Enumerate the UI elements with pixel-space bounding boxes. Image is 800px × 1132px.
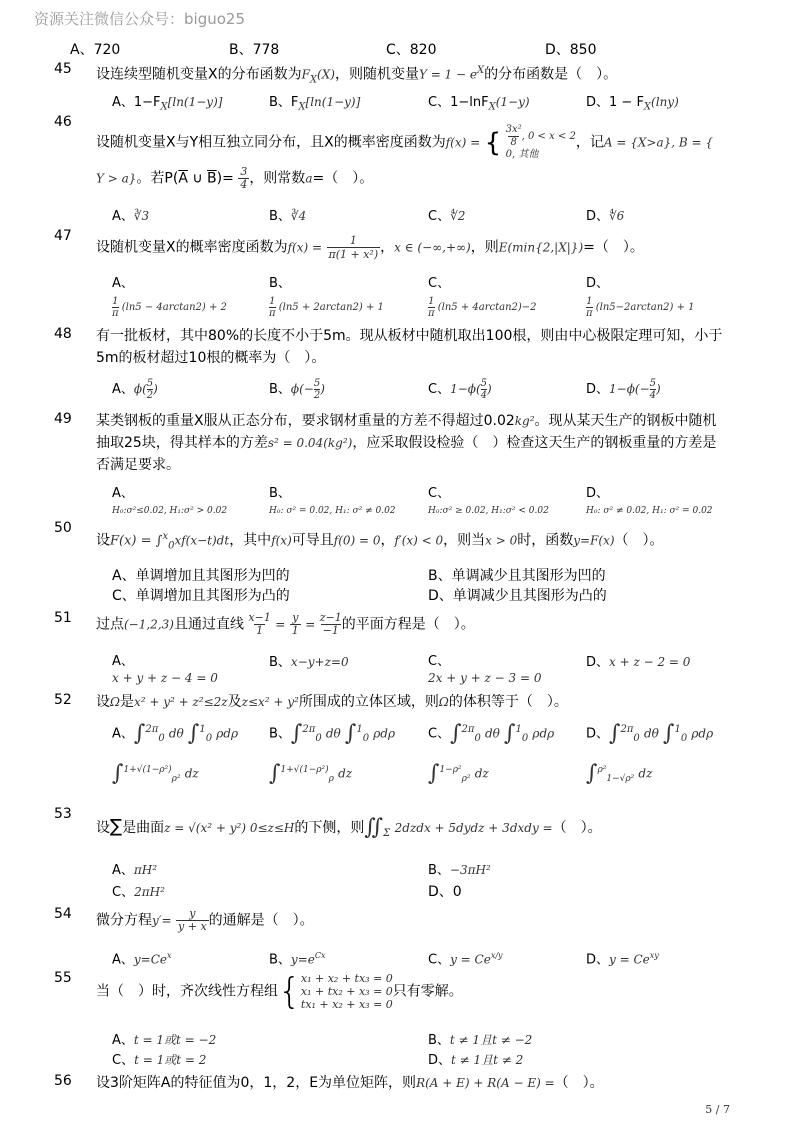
option-c: C、∜2 — [428, 209, 466, 224]
option-c-formula: $\frac{1}{\pi} (\ln 5 + 4\arctan 2)-2$ — [428, 296, 537, 319]
option-a: A、 — [112, 654, 134, 669]
option-b: B、∫$^{2\pi}_0$ dθ ∫$^1_0$ ρdρ — [269, 720, 396, 746]
question-number: 52 — [54, 692, 72, 708]
option-a: A、∛3 — [112, 209, 150, 224]
option-d-formula: $\frac{1}{\pi} (\ln 5-2\arctan 2) + 1$ — [586, 296, 695, 319]
question-text: 设F(x) = ∫$^x_0$xf(x−t)dt，其中f(x)可导且f(0) = 0，f′(x) < 0，则当x > 0时，函数y=F(x)（ ）。 — [96, 531, 664, 552]
option-a: A、 — [112, 486, 134, 501]
option-d-inner: ∫$^{\rho^2}_{1-√\rho^2}$ dz — [586, 760, 653, 786]
option-d: D、$1 - F_X(\ln y)$ — [586, 95, 679, 113]
question-text: 设Ω是x² + y² + z²≤2z及z≤x² + y²所围成的立体区域，则Ω的体积等于（ ）。 — [96, 694, 568, 710]
question-text: 设连续型随机变量X的分布函数为$F_X(X)$，则随机变量$Y = 1 - e^X$的分布函数是（ ）。 — [96, 65, 618, 86]
option-b: B、 — [269, 486, 291, 501]
option-c: C、单调增加且其图形为凸的 — [112, 588, 290, 604]
option-b: B、∛4 — [269, 209, 307, 224]
option-c-inner: ∫$^{1-\rho^2}_{\rho^2}$ dz — [428, 760, 489, 786]
option-a: A、πH² — [112, 863, 158, 878]
question-text: 设随机变量X的概率密度函数为$f(x) = \frac{1}{\text{π(1 + x²)}}$，x ∈ (−∞,+∞)，则E(min{2,|X|})=（ ）。 — [96, 234, 644, 261]
option-c: C、2πH² — [112, 885, 165, 900]
page-number: 5 / 7 — [705, 1103, 730, 1116]
question-number: 53 — [54, 806, 72, 822]
option-c-formula: H₀:σ² ≥ 0.02, H₁:σ² < 0.02 — [428, 506, 549, 516]
option-d: D、t ≠ 1且t ≠ 2 — [428, 1053, 524, 1068]
option-b: B、$F_X[\ln(1-y)]$ — [269, 95, 361, 113]
question-text: 设∑是曲面z = √(x² + y²) 0≤z≤H的下侧，则$∬_\Sigma$ 2dzdx + 5dydz + 3dxdy =（ ）。 — [96, 815, 602, 840]
option-d: D、850 — [545, 42, 597, 58]
question-number: 51 — [54, 610, 72, 626]
option-a: A、单调增加且其图形为凹的 — [112, 568, 290, 584]
option-d: D、0 — [428, 884, 462, 900]
option-c: C、t = 1或t = 2 — [112, 1053, 207, 1068]
question-number: 50 — [54, 520, 72, 536]
question-number: 56 — [54, 1073, 72, 1089]
question-text: 当（ ）时，齐次线性方程组{x₁ + x₂ + tx₃ = 0 x₁ + tx₂ + x₃ = 0 tx₁ + x₂ + x₃ = 0只有零解。 — [96, 970, 463, 1012]
option-b: B、 — [269, 276, 291, 291]
option-c: C、 — [428, 276, 451, 291]
option-a: A、720 — [70, 42, 121, 58]
option-b: B、$y=e^{Cx}$ — [269, 951, 326, 968]
option-a: A、 — [112, 276, 134, 291]
option-d: D、$y = Ce^{xy}$ — [586, 951, 659, 968]
option-a-formula: $\frac{1}{\pi} (\ln 5 - 4\arctan 2) + 2$ — [112, 296, 227, 319]
option-d: D、∫$^{2\pi}_0$ dθ ∫$^1_0$ ρdρ — [586, 720, 714, 746]
option-b-formula: $\frac{1}{\pi} (\ln 5 + 2\arctan 2) + 1$ — [269, 296, 384, 319]
option-a: A、$1-F_X[\ln(1-y)]$ — [112, 95, 223, 113]
option-a: A、$\phi(\frac{5}{2})$ — [112, 378, 158, 401]
option-b-formula: H₀: σ² = 0.02, H₁: σ² ≠ 0.02 — [269, 506, 396, 516]
option-b-inner: ∫$^{1+√(1-\rho^2)}_\rho$ dz — [269, 760, 353, 786]
option-c: C、∫$^{2\pi}_0$ dθ ∫$^1_0$ ρdρ — [428, 720, 555, 746]
question-text-line2: Y > a}。若$P(\overline{A}$ ∪ $\overline{B})= \frac{3}{4}$，则常数a=（ ）。 — [96, 165, 374, 191]
option-c: C、820 — [386, 42, 437, 58]
option-c: C、 — [428, 486, 451, 501]
question-number: 49 — [54, 411, 72, 427]
question-text: 过点(−1,2,3)且通过直线 $\frac{x-1}{1} = \frac{y}{1} = \frac{z-1}{-1}$的平面方程是（ ）。 — [96, 611, 475, 637]
option-d: D、单调减少且其图形为凸的 — [428, 588, 607, 604]
question-number: 45 — [54, 61, 72, 77]
option-a-inner: ∫$^{1+√(1-\rho^2)}_{\rho^2}$ dz — [112, 760, 199, 786]
question-text: 某类钢板的重量X服从正态分布，要求钢材重量的方差不得超过0.02kg²。现从某天生产的钢板中随机 抽取25块，得其样本的方差s² = 0.04(kg²)，应采取假设检验（ ）检查这天生产的钢板重量的方差是 否满足要求。 — [96, 413, 717, 473]
question-number: 46 — [54, 114, 72, 130]
option-d: D、x + z − 2 = 0 — [586, 655, 691, 670]
option-b: B、778 — [229, 42, 280, 58]
option-a-formula: H₀:σ²≤0.02, H₁:σ² > 0.02 — [112, 506, 228, 516]
option-b: B、t ≠ 1且t ≠ −2 — [428, 1033, 533, 1048]
option-a: A、$y=Ce^x$ — [112, 951, 172, 968]
option-b: B、x−y+z=0 — [269, 655, 349, 670]
question-text: 设3阶矩阵A的特征值为0，1，2，E为单位矩阵，则R(A + E) + R(A − E) =（ ）。 — [96, 1075, 604, 1091]
option-d-formula: H₀: σ² ≠ 0.02, H₁: σ² = 0.02 — [586, 506, 713, 516]
option-b: B、−3πH² — [428, 863, 491, 878]
question-number: 54 — [54, 906, 72, 922]
option-a-formula: x + y + z − 4 = 0 — [112, 671, 218, 685]
option-c: C、$y = Ce^{x/y}$ — [428, 951, 503, 968]
option-a: A、t = 1或t = −2 — [112, 1033, 217, 1048]
option-b: B、单调减少且其图形为凹的 — [428, 568, 606, 584]
question-number: 48 — [54, 326, 72, 342]
option-d: D、∜6 — [586, 209, 625, 224]
question-text: 设随机变量X与Y相互独立同分布，且X的概率密度函数为f(x) = { $\frac{\text{3x²}}{8}$, 0 < x < 2 0, 其他，记A = {X>a}, B = { — [96, 124, 713, 160]
option-b: B、$\phi(-\frac{5}{2})$ — [269, 378, 325, 401]
question-number: 55 — [54, 970, 72, 986]
question-number: 47 — [54, 228, 72, 244]
option-c: C、$1-\phi(\frac{5}{4})$ — [428, 378, 492, 401]
option-d: D、$1-\phi(-\frac{5}{4})$ — [586, 378, 661, 401]
option-c: C、 — [428, 654, 451, 669]
option-d: D、 — [586, 486, 610, 501]
question-text: 有一批板材，其中80%的长度不小于5m。现从板材中随机取出100根，则由中心极限定理可知，小于 5m的板材超过10根的概率为（ ）。 — [96, 328, 723, 366]
option-a: A、∫$^{2\pi}_0$ dθ ∫$^1_0$ ρdρ — [112, 720, 239, 746]
option-d: D、 — [586, 276, 610, 291]
option-c: C、1−lnF$_X$(1−y) — [428, 95, 530, 113]
question-text: 微分方程$y'= \frac{y}{y + x}$的通解是（ ）。 — [96, 907, 314, 933]
option-c-formula: 2x + y + z − 3 = 0 — [428, 671, 542, 685]
watermark: 资源关注微信公众号：biguo25 — [34, 10, 245, 28]
